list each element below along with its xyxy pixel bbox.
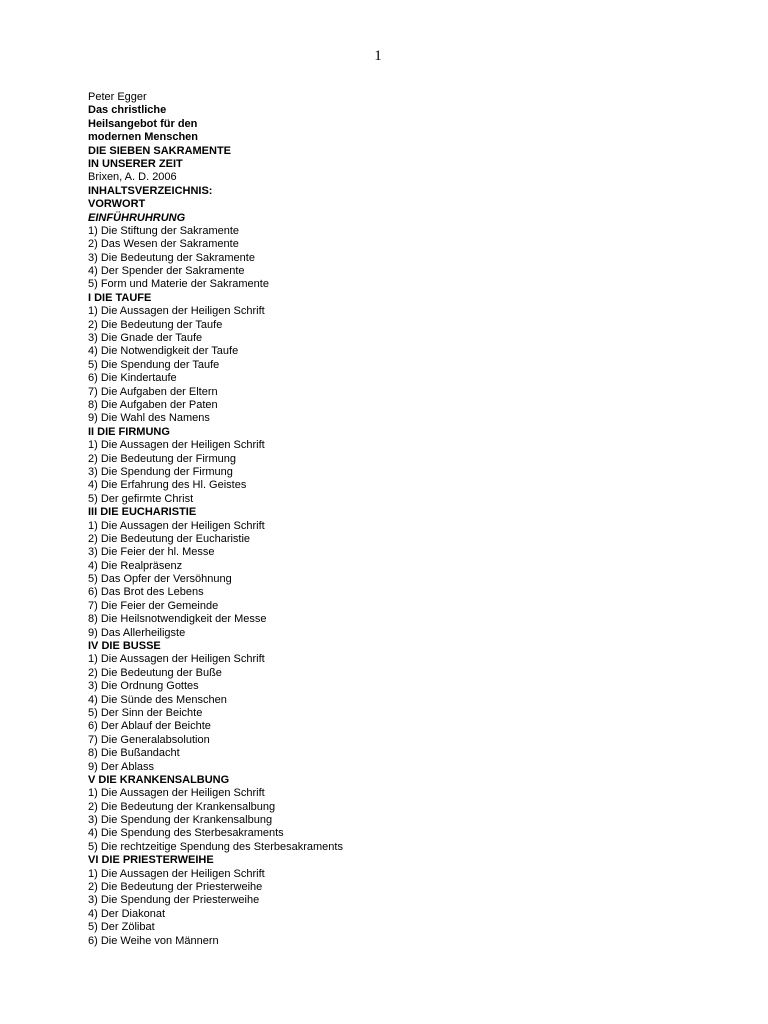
toc-item: 8) Die Bußandacht [88, 747, 180, 760]
toc-item: 2) Das Wesen der Sakramente [88, 238, 239, 251]
section-heading: II DIE FIRMUNG [88, 425, 170, 438]
sacrament-sections [88, 292, 728, 948]
title-line: Heilsangebot für den [88, 117, 198, 130]
toc-item: 4) Die Notwendigkeit der Taufe [88, 345, 239, 358]
title-line: Das christliche [88, 104, 167, 117]
toc-item: 6) Der Ablauf der Beichte [88, 720, 211, 733]
toc-item: 6) Die Weihe von Männern [88, 934, 219, 947]
toc-item: 4) Die Realpräsenz [88, 559, 183, 572]
section-heading: IV DIE BUSSE [88, 640, 161, 653]
toc-item: 5) Der Zölibat [88, 921, 155, 934]
toc-item: 2) Die Bedeutung der Buße [88, 666, 222, 679]
toc-item: 5) Der Sinn der Beichte [88, 706, 203, 719]
toc-item: 9) Der Ablass [88, 760, 155, 773]
toc-item: 5) Das Opfer der Versöhnung [88, 573, 232, 586]
toc-item: 3) Die Ordnung Gottes [88, 680, 199, 693]
title-line: modernen Menschen [88, 131, 199, 144]
sacrament-section [88, 854, 728, 948]
toc-heading: INHALTSVERZEICHNIS: [88, 184, 213, 197]
sacrament-section [88, 292, 728, 426]
toc-item: 1) Die Aussagen der Heiligen Schrift [88, 653, 265, 666]
toc-item: 2) Die Bedeutung der Krankensalbung [88, 800, 276, 813]
introduction-items [88, 225, 728, 292]
section-heading: III DIE EUCHARISTIE [88, 506, 197, 519]
toc-item: 7) Die Feier der Gemeinde [88, 599, 219, 612]
toc-item: 3) Die Spendung der Firmung [88, 465, 233, 478]
toc-item: 9) Das Allerheiligste [88, 626, 186, 639]
toc-item: 3) Die Feier der hl. Messe [88, 546, 215, 559]
toc-item: 4) Die Spendung des Sterbesakraments [88, 827, 284, 840]
toc-item: 1) Die Stiftung der Sakramente [88, 224, 240, 237]
toc-item: 3) Die Spendung der Krankensalbung [88, 814, 273, 827]
foreword-heading: VORWORT [88, 198, 146, 211]
toc-item: 5) Die Spendung der Taufe [88, 358, 220, 371]
toc-item: 4) Die Erfahrung des Hl. Geistes [88, 479, 247, 492]
toc-item: 5) Form und Materie der Sakramente [88, 278, 269, 291]
toc-item: 2) Die Bedeutung der Taufe [88, 318, 223, 331]
place-date: Brixen, A. D. 2006 [88, 171, 177, 184]
subtitle-line: IN UNSERER ZEIT [88, 157, 183, 170]
toc-item: 2) Die Bedeutung der Priesterweihe [88, 881, 263, 894]
toc-item: 1) Die Aussagen der Heiligen Schrift [88, 867, 265, 880]
toc-item: 5) Die rechtzeitige Spendung des Sterbesakraments [88, 840, 343, 853]
sacrament-section [88, 506, 728, 640]
toc-item: 2) Die Bedeutung der Firmung [88, 452, 236, 465]
toc-item: 1) Die Aussagen der Heiligen Schrift [88, 787, 265, 800]
toc-item: 4) Die Sünde des Menschen [88, 693, 227, 706]
section-heading: V DIE KRANKENSALBUNG [88, 773, 230, 786]
introduction-heading: EINFÜHRUHRUNG [88, 211, 186, 224]
document-body [88, 91, 728, 948]
toc-item: 4) Der Diakonat [88, 907, 166, 920]
toc-item: 6) Die Kindertaufe [88, 372, 177, 385]
toc-item: 1) Die Aussagen der Heiligen Schrift [88, 439, 265, 452]
toc-item: 2) Die Bedeutung der Eucharistie [88, 532, 251, 545]
toc-item: 3) Die Gnade der Taufe [88, 332, 203, 345]
toc-item: 1) Die Aussagen der Heiligen Schrift [88, 519, 265, 532]
author: Peter Egger [88, 91, 147, 103]
toc-item: 3) Die Bedeutung der Sakramente [88, 251, 255, 264]
toc-item: 8) Die Heilsnotwendigkeit der Messe [88, 613, 267, 626]
sacrament-section [88, 774, 728, 854]
section-heading: I DIE TAUFE [88, 291, 152, 304]
toc-item: 5) Der gefirmte Christ [88, 492, 194, 505]
toc-item: 8) Die Aufgaben der Paten [88, 398, 218, 411]
section-heading: VI DIE PRIESTERWEIHE [88, 854, 214, 867]
toc-item: 7) Die Aufgaben der Eltern [88, 385, 218, 398]
sacrament-section [88, 426, 728, 506]
toc-item: 9) Die Wahl des Namens [88, 412, 210, 425]
toc-item: 4) Der Spender der Sakramente [88, 265, 245, 278]
toc-item: 7) Die Generalabsolution [88, 733, 210, 746]
toc-item: 6) Das Brot des Lebens [88, 586, 204, 599]
introduction-section [88, 212, 728, 292]
sacrament-section [88, 640, 728, 774]
document-header [88, 91, 728, 212]
toc-item: 1) Die Aussagen der Heiligen Schrift [88, 305, 265, 318]
page-number: 1 [374, 48, 382, 64]
toc-item: 3) Die Spendung der Priesterweihe [88, 894, 260, 907]
subtitle-line: DIE SIEBEN SAKRAMENTE [88, 144, 232, 157]
